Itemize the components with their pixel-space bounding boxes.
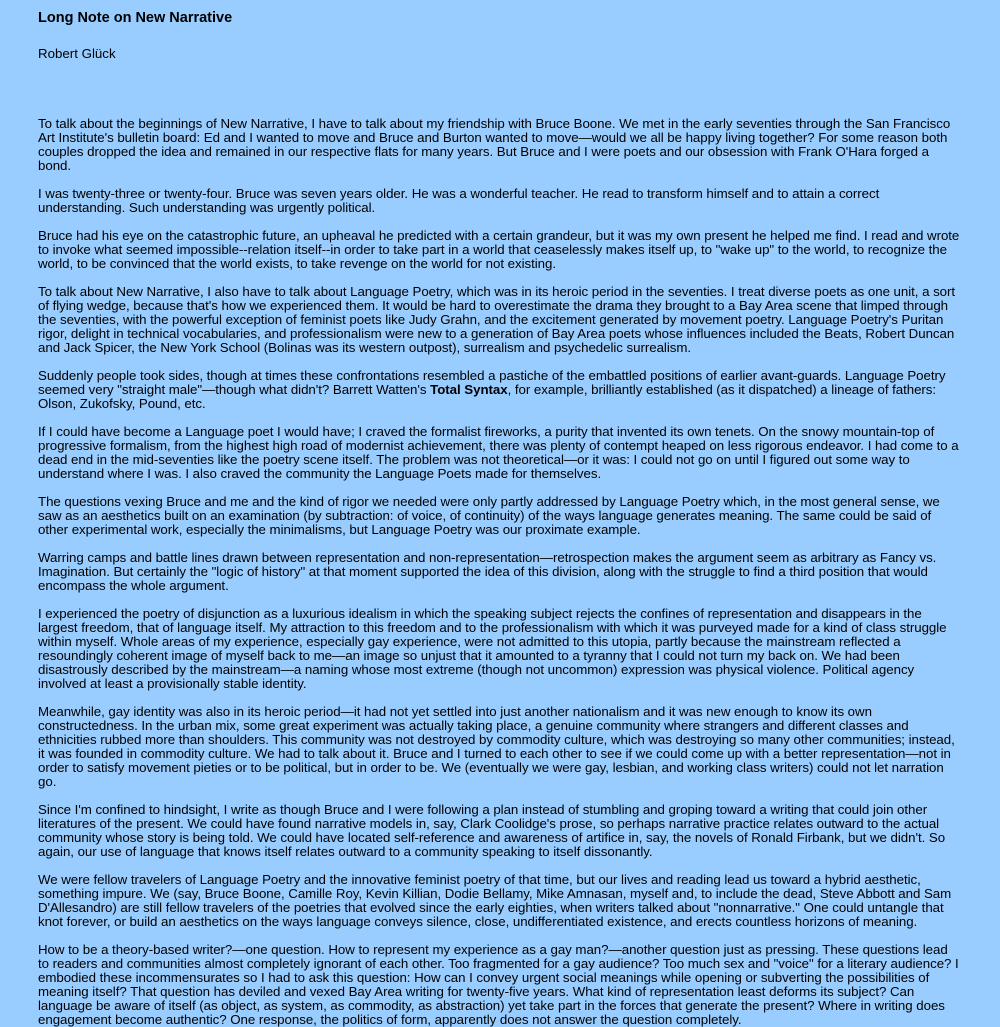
paragraph: Meanwhile, gay identity was also in its heroic period—it had not yet settled into just another nationalism and it was new enough to know its own constructedness. In the urban mix, some great experiment was actually taking place, a genuine community where strangers and different classes and ethnicities rubbed more than shoulders. This community was not destroyed by commodity culture, which was destroying so many other communities; instead, it was founded in commodity culture. We had to talk about it. Bruce and I turned to each other to see if we could come up with a better representation—not in order to satisfy movement pieties or to be political, but in order to be. We (eventually we were gay, lesbian, and working class writers) could not let narration go. [38, 704, 955, 789]
article-body [38, 117, 962, 1027]
paragraph: I was twenty-three or twenty-four. Bruce was seven years older. He was a wonderful teacher. He read to transform himself and to attain a correct understanding. Such understanding was urgently political. [38, 186, 880, 215]
paragraph [38, 369, 962, 411]
paragraph: Warring camps and battle lines drawn between representation and non-representation—retrospection makes the argument seem as arbitrary as Fancy vs. Imagination. But certainly the "logic of history" at that moment supported the idea of this division, along with the struggle to find a third position that would encompass the whole argument. [38, 550, 937, 593]
paragraph: Bruce had his eye on the catastrophic future, an upheaval he predicted with a certain grandeur, but it was my own present he helped me find. I read and wrote to invoke what seemed impossible--relation itself--in order to take part in a world that ceaselessly makes itself up, to "wake up" to the world, to recognize the world, to be convinced that the world exists, to take revenge on the world for not existing. [38, 228, 960, 271]
paragraph-text: Suddenly people took sides, though at times these confrontations resembled a pastiche of the embattled positions of earlier avant-guards. Language Poetry seemed very "straight male"—though what didn't? Barrett Watten's [38, 368, 946, 397]
paragraph: If I could have become a Language poet I would have; I craved the formalist fireworks, a purity that invented its own tenets. On the snowy mountain-top of progressive formalism, from the highest high road of modernist achievement, there was plenty of contempt heaped on less rigorous endeavor. I had come to a dead end in the mid-seventies like the poetry scene itself. The problem was not theoretical—or it was: I could not go on until I figured out some way to understand where I was. I also craved the community the Language Poets made for themselves. [38, 424, 959, 481]
paragraph-text: , for example, brilliantly established (as it dispatched) a lineage of fathers: Olson, Zukofsky, Pound, etc. [38, 382, 937, 411]
paragraph: To talk about New Narrative, I also have to talk about Language Poetry, which was in its heroic period in the seventies. I treat diverse poets as one unit, a sort of flying wedge, because that's how we experienced them. It would be hard to overestimate the drama they brought to a Bay Area scene that limped through the seventies, with the powerful exception of feminist poets like Judy Grahn, and the excitement generated by movement poetry. Language Poetry's Puritan rigor, delight in technical vocabularies, and professionalism were new to a generation of Bay Area poets whose influences included the Beats, Robert Duncan and Jack Spicer, the New York School (Bolinas was its western outpost), surrealism and psychedelic surrealism. [38, 284, 956, 355]
paragraph: I experienced the poetry of disjunction as a luxurious idealism in which the speaking subject rejects the confines of representation and disappears in the largest freedom, that of language itself. My attraction to this freedom and to the professionalism with which it was purveyed made for a kind of class struggle within myself. Whole areas of my experience, especially gay experience, were not admitted to this utopia, partly because the mainstream reflected a resoundingly coherent image of myself back to me—an image so unjust that it amounted to a tyranny that I could not turn my back on. We had been disastrously described by the mainstream—a naming whose most extreme (though not uncommon) expression was physical violence. Political agency involved at least a provisionally stable identity. [38, 606, 947, 691]
paragraph: We were fellow travelers of Language Poetry and the innovative feminist poetry of that time, but our lives and reading lead us toward a hybrid aesthetic, something impure. We (say, Bruce Boone, Camille Roy, Kevin Killian, Dodie Bellamy, Mike Amnasan, myself and, to include the dead, Steve Abbott and Sam D'Allesandro) are still fellow travelers of the poetries that evolved since the early eighties, when writers talked about "nonnarrative." One could untangle that knot forever, or build an aesthetics on the ways language conveys silence, close, undifferentiated existence, and erects countless horizons of meaning. [38, 872, 952, 929]
author-name: Robert Glück [38, 46, 116, 61]
paragraph: The questions vexing Bruce and me and the kind of rigor we needed were only partly addressed by Language Poetry which, in the most general sense, we saw as an aesthetics built on an examination (by subtraction: of voice, of continuity) of the ways language generates meaning. The same could be said of other experimental work, especially the minimalisms, but Language Poetry was our proximate example. [38, 494, 940, 537]
book-title: Total Syntax [430, 382, 508, 397]
paragraph: How to be a theory-based writer?—one question. How to represent my experience as a gay man?—another question just as pressing. These questions lead to readers and communities almost completely ignorant of each other. Too fragmented for a gay audience? Too much sex and "voice" for a literary audience? I embodied these incommensurates so I had to ask this question: How can I convey urgent social meanings while opening or subverting the possibilities of meaning itself? That question has deviled and vexed Bay Area writing for twenty-five years. What kind of representation least deforms its subject? Can language be aware of itself (as object, as system, as commodity, as abstraction) yet take part in the forces that generate the present? Where in writing does engagement become authentic? One response, the politics of form, apparently does not answer the question completely. [38, 942, 959, 1027]
paragraph: To talk about the beginnings of New Narrative, I have to talk about my friendship with Bruce Boone. We met in the early seventies through the San Francisco Art Institute's bulletin board: Ed and I wanted to move and Bruce and Burton wanted to move—would we all be happy living together? For some reason both couples dropped the idea and remained in our respective flats for many years. But Bruce and I were poets and our obsession with Frank O'Hara forged a bond. [38, 116, 951, 173]
document-title: Long Note on New Narrative [38, 10, 233, 26]
paragraph: Since I'm confined to hindsight, I write as though Bruce and I were following a plan instead of stumbling and groping toward a writing that could join other literatures of the present. We could have found narrative models in, say, Clark Coolidge's prose, so perhaps narrative practice relates outward to the actual community whose story is being told. We could have located self-reference and awareness of artifice in, say, the novels of Ronald Firbank, but we didn't. So again, our use of language that knows itself relates outward to a community speaking to itself dissonantly. [38, 802, 946, 859]
